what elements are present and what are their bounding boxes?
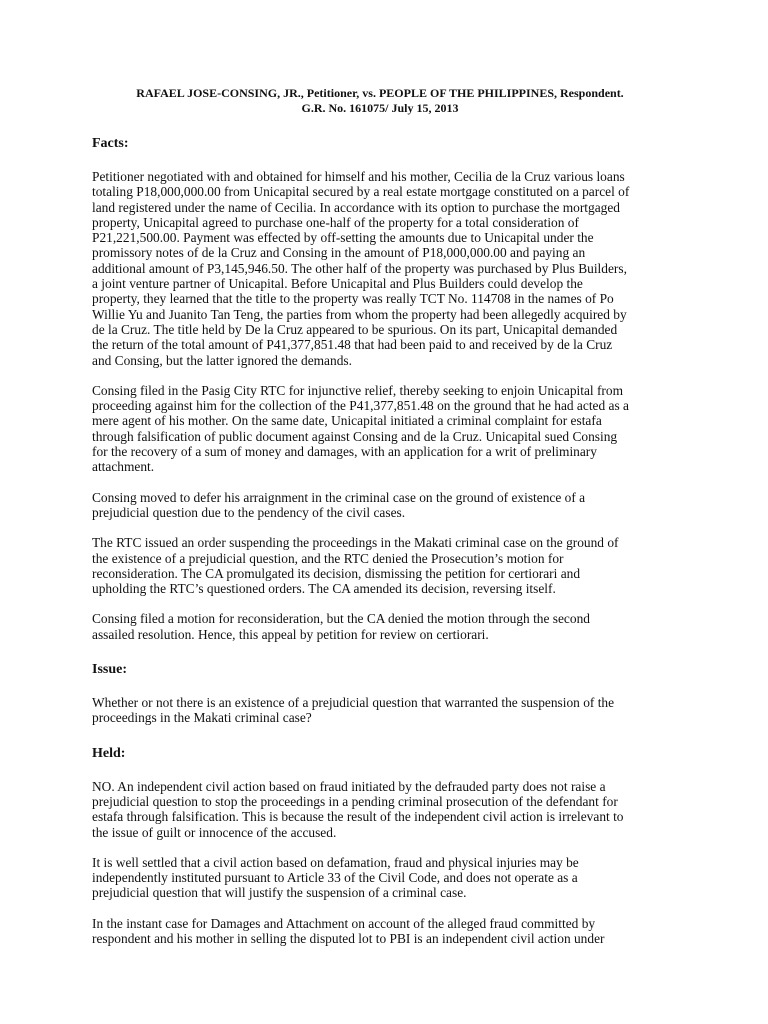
facts-paragraph: Consing filed in the Pasig City RTC for injunctive relief, thereby seeking to enjoin Unicapital from proceeding against him for the collection of the P41,377,851.48 on the ground that he had acted as a mere agent of his mother. On the same date, Unicapital initiated a criminal complaint for estafa through falsification of public document against Consing and de la Cruz. Unicapital sued Consing for the recovery of a sum of money and damages, with an application for a writ of preliminary attachment. [92,382,629,475]
case-title: RAFAEL JOSE-CONSING, JR., Petitioner, vs. PEOPLE OF THE PHILIPPINES, Respondent. [136,86,624,100]
facts-heading: Facts: [92,136,129,151]
facts-paragraph: Consing moved to defer his arraignment in the criminal case on the ground of existence of a prejudicial question due to the pendency of the civil cases. [92,489,586,520]
issue-paragraph: Whether or not there is an existence of a prejudicial question that warranted the suspension of the proceedings in the Makati criminal case? [92,695,615,726]
case-citation: G.R. No. 161075/ July 15, 2013 [301,101,459,115]
facts-paragraph: Consing filed a motion for reconsideration, but the CA denied the motion through the second assailed resolution. Hence, this appeal by petition for review on certiorari. [92,611,590,642]
facts-paragraph: The RTC issued an order suspending the proceedings in the Makati criminal case on the ground of the existence of a prejudicial question, and the RTC denied the Prosecution’s motion for reconsideration. The CA promulgated its decision, dismissing the petition for certiorari and upholding the RTC’s questioned orders. The CA amended its decision, reversing itself. [92,535,619,597]
held-paragraph: NO. An independent civil action based on fraud initiated by the defrauded party does not raise a prejudicial question to stop the proceedings in a pending criminal prosecution of the defendant for estafa through falsification. This is because the result of the independent civil action is irrelevant to the issue of guilt or innocence of the accused. [92,778,624,840]
issue-heading: Issue: [92,662,128,678]
held-heading: Held: [92,745,126,761]
held-paragraph: It is well settled that a civil action based on defamation, fraud and physical injuries may be independently instituted pursuant to Article 33 of the Civil Code, and does not operate as a prejudicial question that will justify the suspension of a criminal case. [92,854,579,901]
held-paragraph: In the instant case for Damages and Attachment on account of the alleged fraud committed by respondent and his mother in selling the disputed lot to PBI is an independent civil action under [92,915,605,946]
facts-paragraph: Petitioner negotiated with and obtained for himself and his mother, Cecilia de la Cruz various loans totaling P18,000,000.00 from Unicapital secured by a real estate mortgage constituted on a parcel of land registered under the name of Cecilia. In accordance with its option to purchase the mortgaged property, Unicapital agreed to purchase one-half of the property for a total consideration of P21,221,500.00. Payment was effected by off-setting the amounts due to Unicapital under the promissory notes of de la Cruz and Consing in the amount of P18,000,000.00 and paying an additional amount of P3,145,946.50. The other half of the property was purchased by Plus Builders, a joint venture partner of Unicapital. Before Unicapital and Plus Builders could develop the property, they learned that the title to the property was really TCT No. 114708 in the names of Po Willie Yu and Juanito Tan Teng, the parties from whom the property had been allegedly acquired by de la Cruz. The title held by De la Cruz appeared to be spurious. On its part, Unicapital demanded the return of the total amount of P41,377,851.48 that had been paid to and received by de la Cruz and Consing, but the latter ignored the demands. [92,169,630,368]
